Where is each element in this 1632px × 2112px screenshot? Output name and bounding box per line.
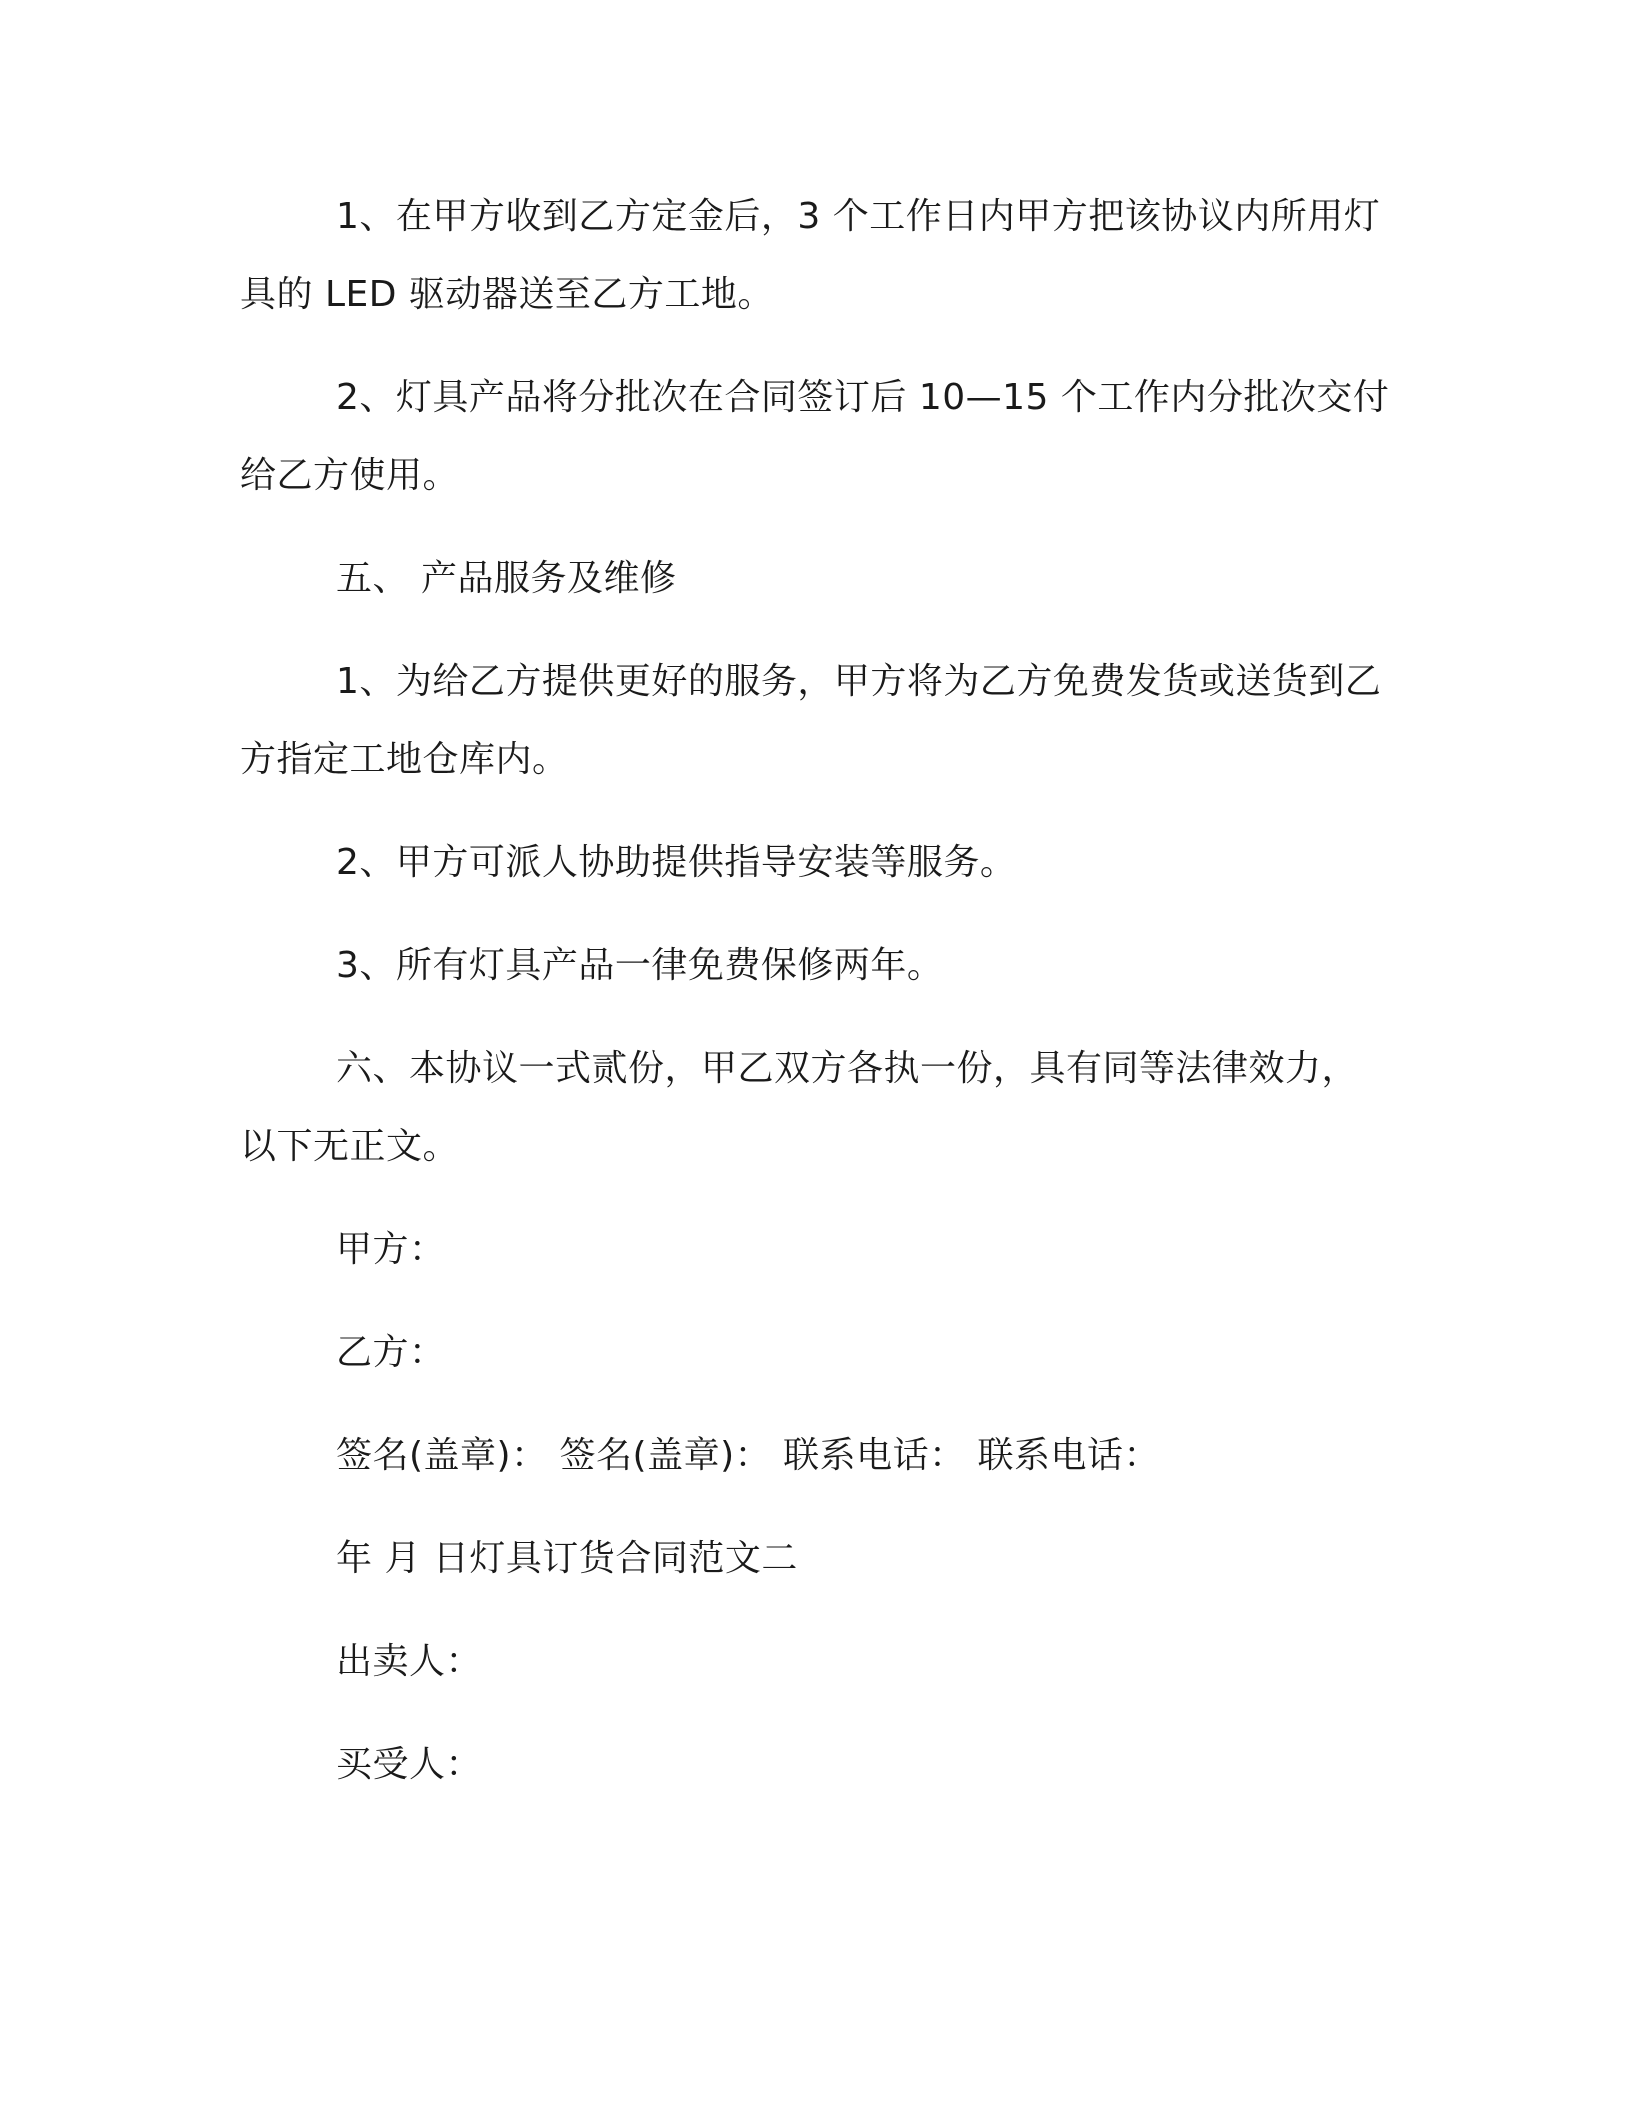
- section-heading: 五、 产品服务及维修: [336, 558, 677, 599]
- seller-label: 出卖人：: [336, 1641, 483, 1682]
- clause-paragraph: 1、在甲方收到乙方定金后，3 个工作日内甲方把该协议内所用灯具的 LED 驱动器送至乙方工地。: [240, 196, 1381, 315]
- clause-paragraph: 2、灯具产品将分批次在合同签订后 10—15 个工作内分批次交付给乙方使用。: [240, 377, 1390, 496]
- clause-paragraph: 1、为给乙方提供更好的服务，甲方将为乙方免费发货或送货到乙方指定工地仓库内。: [240, 661, 1382, 780]
- document-body: [240, 178, 1390, 1829]
- party-a-label: 甲方：: [336, 1229, 446, 1270]
- date-title-line: 年 月 日灯具订货合同范文二: [336, 1538, 798, 1579]
- clause-paragraph: 3、所有灯具产品一律免费保修两年。: [336, 945, 944, 986]
- clause-paragraph: 2、甲方可派人协助提供指导安装等服务。: [336, 842, 1017, 883]
- signature-line: 签名(盖章)： 签名(盖章)： 联系电话： 联系电话：: [336, 1435, 1161, 1476]
- party-b-label: 乙方：: [336, 1332, 446, 1373]
- clause-paragraph: 六、本协议一式贰份，甲乙双方各执一份，具有同等法律效力，以下无正文。: [240, 1048, 1359, 1167]
- buyer-label: 买受人：: [336, 1744, 483, 1785]
